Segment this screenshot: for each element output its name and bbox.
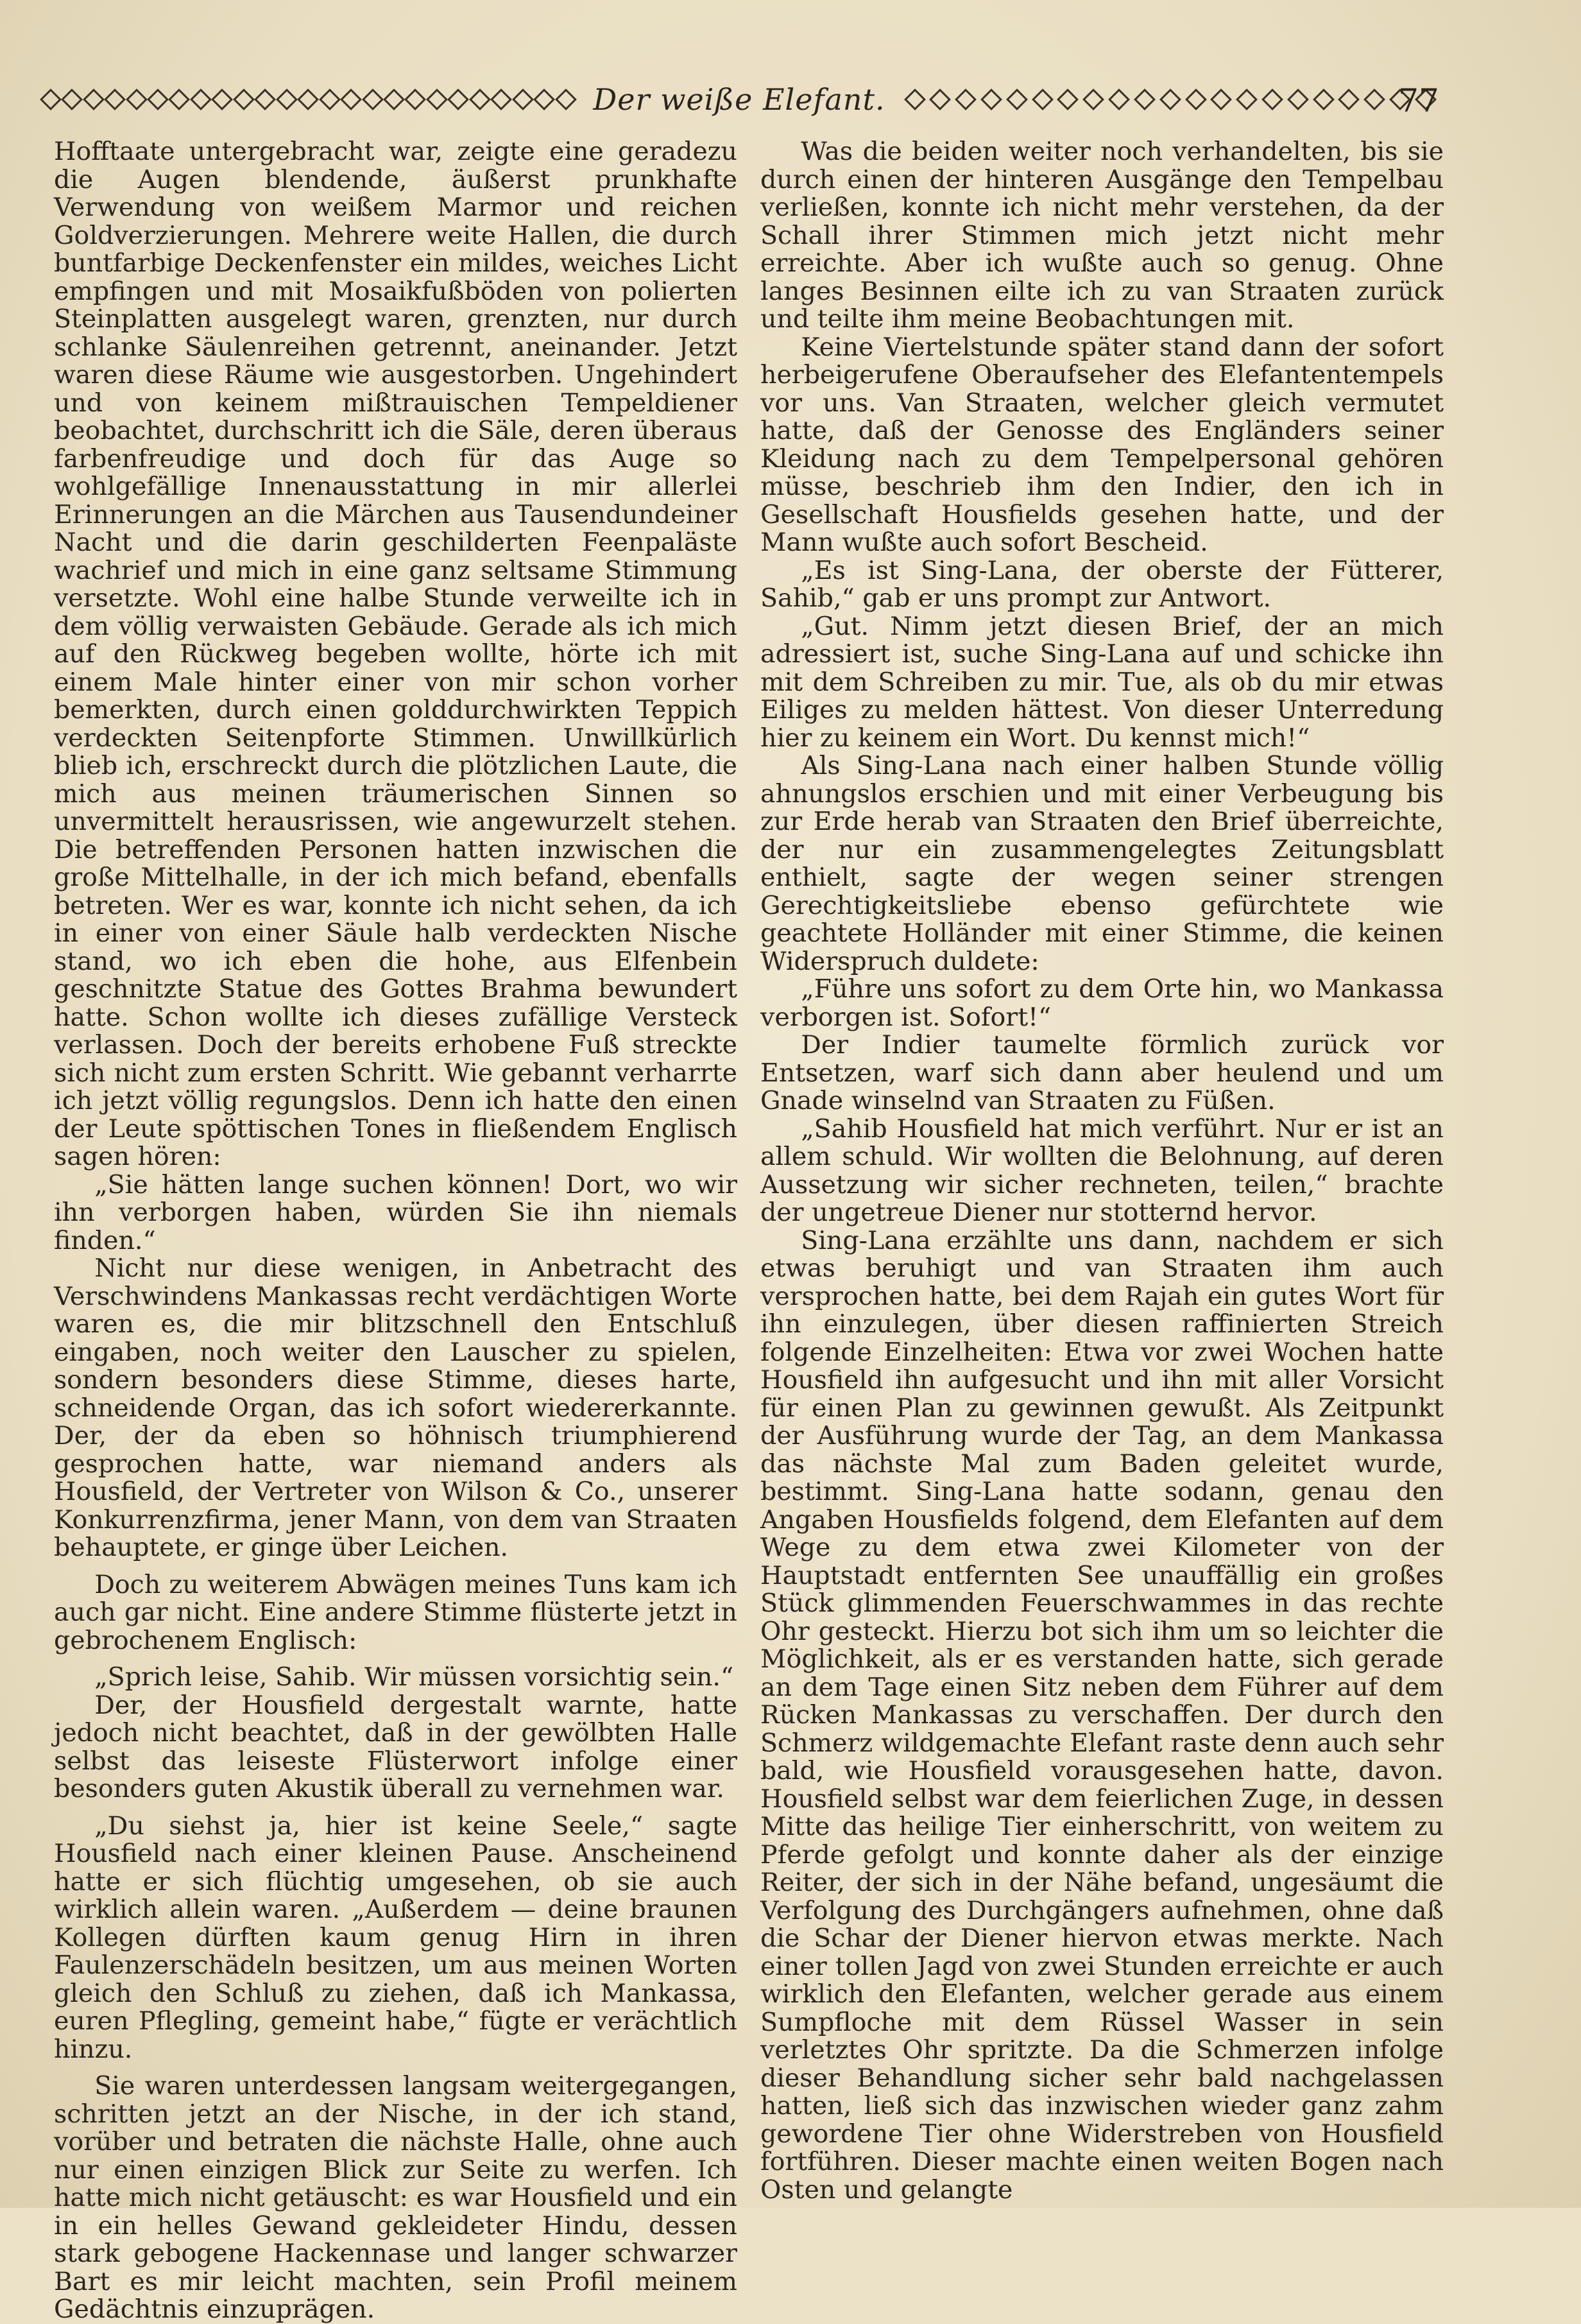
paragraph: „Führe uns sofort zu dem Orte hin, wo Mankassa verborgen ist. Sofort!“	[760, 974, 1444, 1032]
ornament-right	[902, 87, 1439, 112]
paragraph: „Du siehst ja, hier ist keine Seele,“ sagte Housfield nach einer kleinen Pause. Anscheinend hatte er sich flüchtig umgesehen, ob sie auch wirklich allein waren. „Außerdem — deine braunen Kollegen dürften kaum genug Hirn in ihren Faulenzerschädeln besitzen, um aus meinen Worten gleich den Schluß zu ziehen, daß ich Mankassa, euren Pflegling, gemeint habe,“ fügte er verächtlich hinzu.	[54, 1811, 737, 2064]
paragraph: „Es ist Sing-Lana, der oberste der Fütterer, Sahib,“ gab er uns prompt zur Antwort.	[760, 555, 1444, 613]
paragraph: Der, der Housfield dergestalt warnte, hatte jedoch nicht beachtet, daß in der gewölbten Halle selbst das leiseste Flüsterwort infolge einer besonders guten Akustik überall zu vernehmen war.	[54, 1690, 737, 1803]
paragraph: „Sie hätten lange suchen können! Dort, wo wir ihn verborgen haben, würden Sie ihn niemals finden.“	[54, 1169, 737, 1255]
paragraph: „Gut. Nimm jetzt diesen Brief, der an mich adressiert ist, suche Sing-Lana auf und schicke ihn mit dem Schreiben zu mir. Tue, als ob du mir etwas Eiliges zu melden hättest. Von dieser Unterredung hier zu keinem ein Wort. Du kennst mich!“	[760, 611, 1444, 753]
paragraph: Hofftaate untergebracht war, zeigte eine geradezu die Augen blendende, äußerst prunkhafte Verwendung von weißem Marmor und reichen Goldverzierungen. Mehrere weite Hallen, die durch buntfarbige Deckenfenster ein mildes, weiches Licht empfingen und mit Mosaikfußböden von polierten Steinplatten ausgelegt waren, grenzten, nur durch schlanke Säulenreihen getrennt, aneinander. Jetzt waren diese Räume wie ausgestorben. Ungehindert und von keinem mißtrauischen Tempeldiener beobachtet, durchschritt ich die Säle, deren überaus farbenfreudige und doch für das Auge so wohlgefällige Innenausstattung in mir allerlei Erinnerungen an die Märchen aus Tausendundeiner Nacht und die darin geschilderten Feenpaläste wachrief und mich in eine ganz seltsame Stimmung versetzte. Wohl eine halbe Stunde verweilte ich in dem völlig verwaisten Gebäude. Gerade als ich mich auf den Rückweg begeben wollte, hörte ich mit einem Male hinter einer von mir schon vorher bemerkten, durch einen golddurchwirkten Teppich verdeckten Seitenpforte Stimmen. Unwillkürlich blieb ich, erschreckt durch die plötzlichen Laute, die mich aus meinen träumerischen Sinnen so unvermittelt herausrissen, wie angewurzelt stehen. Die betreffenden Personen hatten inzwischen die große Mittelhalle, in der ich mich befand, ebenfalls betreten. Wer es war, konnte ich nicht sehen, da ich in einer von einer Säule halb verdeckten Nische stand, wo ich eben die hohe, aus Elfenbein geschnitzte Statue des Gottes Brahma bewundert hatte. Schon wollte ich dieses zufällige Versteck verlassen. Doch der bereits erhobene Fuß streckte sich nicht zum ersten Schritt. Wie gebannt verharrte ich jetzt völlig regungslos. Denn ich hatte den einen der Leute spöttischen Tones in fließendem Englisch sagen hören:	[54, 137, 737, 1171]
paragraph: Sie waren unterdessen langsam weitergegangen, schritten jetzt an der Nische, in der ich stand, vorüber und betraten die nächste Halle, ohne auch nur einen einzigen Blick zur Seite zu werfen. Ich hatte mich nicht getäuscht: es war Housfield und ein in ein helles Gewand gekleideter Hindu, dessen stark gebogene Hackennase und langer schwarzer Bart es mir leicht machten, sein Profil meinem Gedächtnis einzuprägen.	[54, 2071, 737, 2324]
header-title: Der weiße Elefant.	[593, 82, 885, 117]
paragraph: Nicht nur diese wenigen, in Anbetracht des Verschwindens Mankassas recht verdächtigen Worte waren es, die mir blitzschnell den Entschluß eingaben, noch weiter den Lauscher zu spielen, sondern besonders diese Stimme, dieses harte, schneidende Organ, das ich sofort wiedererkannte. Der, der da eben so höhnisch triumphierend gesprochen hatte, war niemand anders als Housfield, der Vertreter von Wilson & Co., unserer Konkurrenzfirma, jener Mann, von dem van Straaten behauptete, er ginge über Leichen.	[54, 1253, 737, 1562]
page-number: 77	[1398, 82, 1439, 119]
paragraph: Als Sing-Lana nach einer halben Stunde völlig ahnungslos erschien und mit einer Verbeugung bis zur Erde herab van Straaten den Brief überreichte, der nur ein zusammengelegtes Zeitungsblatt enthielt, sagte der wegen seiner strengen Gerechtigkeitsliebe ebenso gefürchtete wie geachtete Holländer mit einer Stimme, die keinen Widerspruch duldete:	[760, 751, 1444, 976]
paragraph: Keine Viertelstunde später stand dann der sofort herbeigerufene Oberaufseher des Elefantentempels vor uns. Van Straaten, welcher gleich vermutet hatte, daß der Genosse des Engländers seiner Kleidung nach zu dem Tempelpersonal gehören müsse, beschrieb ihm den Indier, den ich in Gesellschaft Housfields gesehen hatte, und der Mann wußte auch sofort Bescheid.	[760, 332, 1444, 557]
paragraph: Sing-Lana erzählte uns dann, nachdem er sich etwas beruhigt und van Straaten ihm auch versprochen hatte, bei dem Rajah ein gutes Wort für ihn einzulegen, über diesen raffinierten Streich folgende Einzelheiten: Etwa vor zwei Wochen hatte Housfield ihn aufgesucht und ihn mit aller Vorsicht für einen Plan zu gewinnen gewußt. Als Zeitpunkt der Ausführung wurde der Tag, an dem Mankassa das nächste Mal zum Baden geleitet wurde, bestimmt. Sing-Lana hatte sodann, genau den Angaben Housfields folgend, dem Elefanten auf dem Wege zu dem etwa zwei Kilometer von der Hauptstadt entfernten See unauffällig ein großes Stück glimmenden Feuerschwammes in das rechte Ohr gesteckt. Hierzu bot sich ihm um so leichter die Möglichkeit, als er es verstanden hatte, sich gerade an dem Tage einen Sitz neben dem Führer auf dem Rücken Mankassas zu verschaffen. Der durch den Schmerz wildgemachte Elefant raste denn auch sehr bald, wie Housfield vorausgesehen hatte, davon. Housfield selbst war dem feierlichen Zuge, in dessen Mitte das heilige Tier einherschritt, von weitem zu Pferde gefolgt und konnte daher als der einzige Reiter, der sich in der Nähe befand, ungesäumt die Verfolgung des Durchgängers aufnehmen, ohne daß die Schar der Diener hiervon etwas merkte. Nach einer tollen Jagd von zwei Stunden erreichte er auch wirklich den Elefanten, welcher gerade aus einem Sumpfloche mit dem Rüssel Wasser in sein verletztes Ohr spritzte. Da die Schmerzen infolge dieser Behandlung sicher sehr bald nachgelassen hatten, ließ sich das inzwischen wieder ganz zahm gewordene Tier ohne Widerstreben von Housfield fortführen. Dieser machte einen weiten Bogen nach Osten und gelangte	[760, 1225, 1444, 2205]
paragraph: „Sprich leise, Sahib. Wir müssen vorsichtig sein.“	[94, 1662, 734, 1692]
paragraph: „Sahib Housfield hat mich verführt. Nur er ist an allem schuld. Wir wollten die Belohnung, auf deren Aussetzung wir sicher rechneten, teilen,“ brachte der ungetreue Diener nur stotternd hervor.	[760, 1114, 1444, 1227]
paragraph: Was die beiden weiter noch verhandelten, bis sie durch einen der hinteren Ausgänge den Tempelbau verließen, konnte ich nicht mehr verstehen, da der Schall ihrer Stimmen mich jetzt nicht mehr erreichte. Aber ich wußte auch so genug. Ohne langes Besinnen eilte ich zu van Straaten zurück und teilte ihm meine Beobachtungen mit.	[760, 137, 1444, 334]
paragraph: Der Indier taumelte förmlich zurück vor Entsetzen, warf sich dann aber heulend und um Gnade winselnd van Straaten zu Füßen.	[760, 1030, 1444, 1115]
running-header	[40, 77, 1439, 122]
left-column	[54, 137, 737, 2324]
right-column	[760, 137, 1444, 2205]
ornament-left	[40, 87, 576, 112]
paragraph: Doch zu weiterem Abwägen meines Tuns kam ich auch gar nicht. Eine andere Stimme flüsterte jetzt in gebrochenem Englisch:	[54, 1569, 737, 1655]
